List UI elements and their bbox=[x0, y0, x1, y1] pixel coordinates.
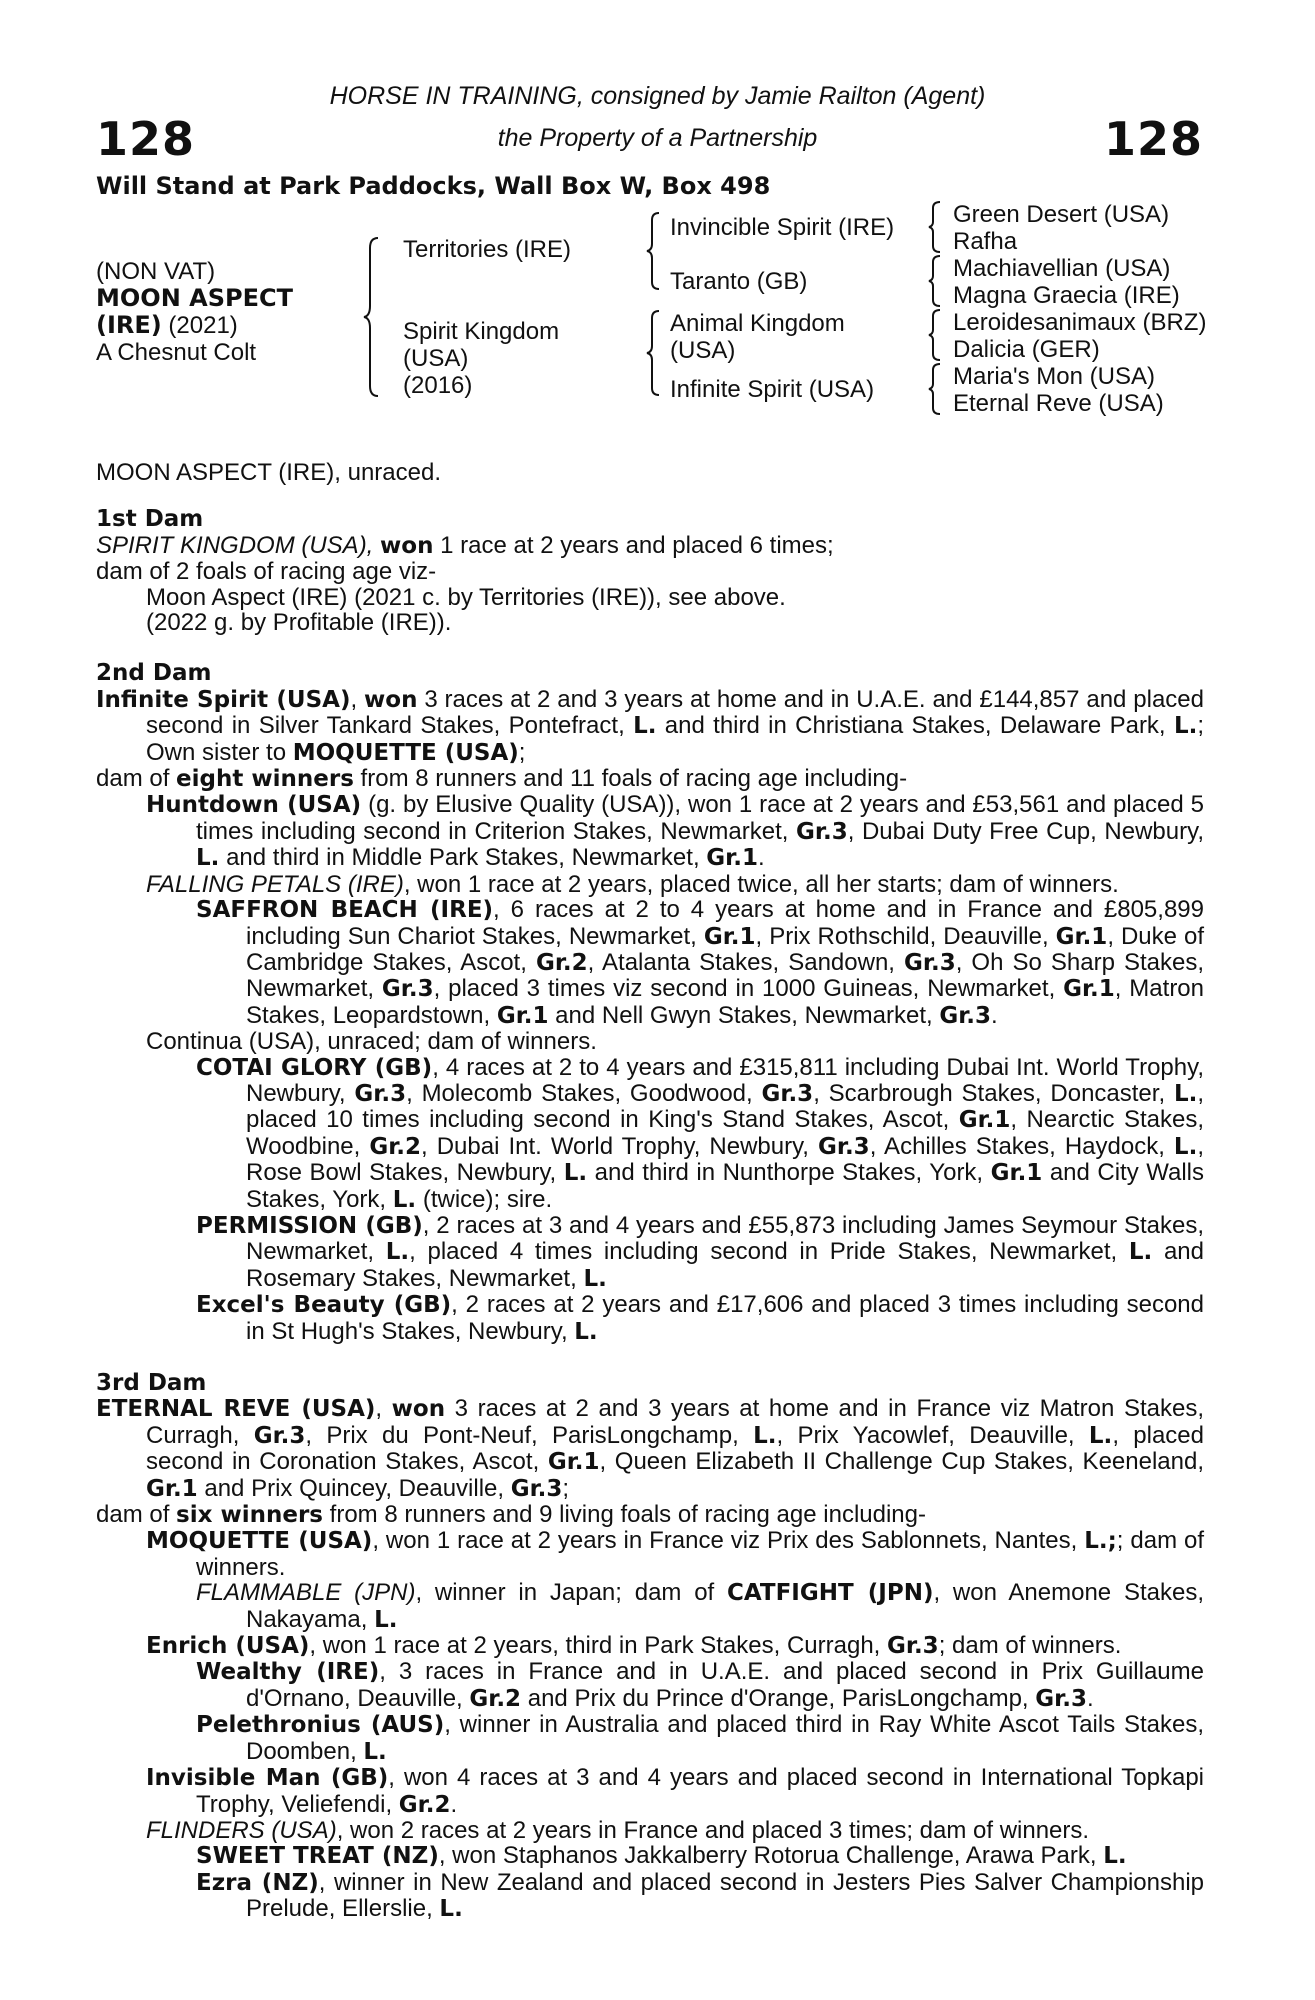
progeny-moquette: MOQUETTE (USA), won 1 race at 2 years in France viz Prix des Sablonnets, Nantes, L.;; dam of winners. bbox=[146, 1527, 1204, 1581]
brace-ss bbox=[927, 200, 943, 254]
ancestor-dsd: Dalicia (GER) bbox=[953, 336, 1100, 363]
progeny-cotai-glory: COTAI GLORY (GB), 4 races at 2 to 4 years and £315,811 including Dubai Int. World Trophy, Newbury, Gr.3, Molecomb Stakes, Goodwood, Gr.3, Scarbrough Stakes, Doncaster, L., placed 10 times including second in King's Stand Stakes, Ascot, Gr.1, Nearctic Stakes, Woodbine, Gr.2, Dubai Int. World Trophy, Newbury, Gr.3, Achilles Stakes, Haydock, L., Rose Bowl Stakes, Newbury, L. and third in Nunthorpe Stakes, York, Gr.1 and City Walls Stakes, York, L. (twice); sire. bbox=[196, 1053, 1205, 1213]
lot-number-right: 128 bbox=[1103, 112, 1203, 166]
first-dam-foals: dam of 2 foals of racing age viz- bbox=[96, 558, 437, 586]
progeny-sweet-treat: SWEET TREAT (NZ), won Staphanos Jakkalberry Rotorua Challenge, Arawa Park, L. bbox=[196, 1842, 1127, 1870]
dam-dam: Infinite Spirit (USA) bbox=[670, 376, 875, 403]
progeny-huntdown: Huntdown (USA) (g. by Elusive Quality (USA)), won 1 race at 2 years and £53,561 and placed 5 times including second in Criterion Stakes, Newmarket, Gr.3, Dubai Duty Free Cup, Newbury, L. and third in Middle Park Stakes, Newmarket, Gr.1. bbox=[146, 791, 1204, 872]
second-dam-heading: 2nd Dam bbox=[96, 660, 212, 687]
property-line: the Property of a Partnership bbox=[497, 124, 818, 152]
vat-status: (NON VAT) bbox=[96, 258, 216, 285]
sire-brace bbox=[645, 210, 663, 292]
third-dam-foals: dam of six winners from 8 runners and 9 living foals of racing age including- bbox=[96, 1501, 926, 1529]
catalogue-body bbox=[96, 460, 1204, 1923]
progeny-falling-petals: FALLING PETALS (IRE), won 1 race at 2 years, placed twice, all her starts; dam of winners. bbox=[146, 870, 1119, 898]
progeny-permission: PERMISSION (GB), 2 races at 3 and 4 years and £55,873 including James Seymour Stakes, Newmarket, L., placed 4 times including second in Pride Stakes, Newmarket, L. and Rosemary Stakes, Newmarket, L. bbox=[196, 1211, 1205, 1292]
progeny-continua: Continua (USA), unraced; dam of winners. bbox=[146, 1028, 597, 1056]
pedigree-brace bbox=[362, 234, 382, 400]
first-dam-record: SPIRIT KINGDOM (USA), won 1 race at 2 years and placed 6 times; bbox=[96, 531, 834, 559]
intro-line: MOON ASPECT (IRE), unraced. bbox=[96, 459, 441, 486]
dam-name: Spirit Kingdom (USA) (2016) bbox=[403, 318, 560, 399]
ancestor-sss: Green Desert (USA) bbox=[953, 201, 1170, 228]
progeny-wealthy: Wealthy (IRE), 3 races in France and in U.A.E. and placed second in Prix Guillaume d'Ornano, Deauville, Gr.2 and Prix du Prince d'Orange, ParisLongchamp, Gr.3. bbox=[196, 1658, 1204, 1712]
ancestor-sds: Machiavellian (USA) bbox=[953, 255, 1171, 282]
brace-sd bbox=[927, 254, 943, 308]
progeny-flammable: FLAMMABLE (JPN), winner in Japan; dam of CATFIGHT (JPN), won Anemone Stakes, Nakayama, L. bbox=[196, 1579, 1204, 1633]
third-dam-record: ETERNAL REVE (USA), won 3 races at 2 and 3 years at home and in France viz Matron Stakes, Curragh, Gr.3, Prix du Pont-Neuf, ParisLongchamp, L., Prix Yacowlef, Deauville, L., placed second in Coronation Stakes, Ascot, Gr.1, Queen Elizabeth II Challenge Cup Stakes, Keeneland, Gr.1 and Prix Quincey, Deauville, Gr.3; bbox=[96, 1395, 1205, 1502]
stand-location: Will Stand at Park Paddocks, Wall Box W, Box 498 bbox=[96, 172, 771, 200]
second-dam-record: Infinite Spirit (USA), won 3 races at 2 and 3 years at home and in U.A.E. and £144,857 and placed second in Silver Tankard Stakes, Pontefract, L. and third in Christiana Stakes, Delaware Park, L.; Own sister to MOQUETTE (USA); bbox=[96, 685, 1205, 766]
progeny-excels-beauty: Excel's Beauty (GB), 2 races at 2 years and £17,606 and placed 3 times including second in St Hugh's Stakes, Newbury, L. bbox=[196, 1291, 1205, 1345]
horse-name: MOON ASPECT bbox=[96, 284, 293, 312]
second-dam-foals: dam of eight winners from 8 runners and 11 foals of racing age including- bbox=[96, 765, 908, 793]
progeny-ezra: Ezra (NZ), winner in New Zealand and placed second in Jesters Pies Salver Championship Prelude, Ellerslie, L. bbox=[196, 1868, 1204, 1923]
progeny-pelethronius: Pelethronius (AUS), winner in Australia and placed third in Ray White Ascot Tails Stakes, Doomben, L. bbox=[196, 1711, 1205, 1765]
brace-dd bbox=[927, 362, 943, 416]
sire-dam: Taranto (GB) bbox=[670, 268, 808, 295]
ancestor-ssd: Rafha bbox=[953, 228, 1018, 255]
first-dam-heading: 1st Dam bbox=[96, 506, 204, 533]
first-dam-foal-2: (2022 g. by Profitable (IRE)). bbox=[146, 609, 452, 637]
progeny-enrich: Enrich (USA), won 1 race at 2 years, third in Park Stakes, Curragh, Gr.3; dam of winners. bbox=[146, 1632, 1122, 1660]
progeny-invisible-man: Invisible Man (GB), won 4 races at 3 and 4 years and placed second in International Topkapi Trophy, Veliefendi, Gr.2. bbox=[146, 1764, 1204, 1818]
ancestor-sdd: Magna Graecia (IRE) bbox=[953, 282, 1180, 309]
third-dam-heading: 3rd Dam bbox=[96, 1370, 207, 1396]
progeny-flinders: FLINDERS (USA), won 2 races at 2 years in France and placed 3 times; dam of winners. bbox=[146, 1816, 1090, 1844]
brace-ds bbox=[927, 308, 943, 362]
dam-sire: Animal Kingdom (USA) bbox=[670, 310, 845, 364]
dam-brace bbox=[645, 308, 663, 398]
horse-identity bbox=[96, 258, 293, 366]
sire-sire: Invincible Spirit (IRE) bbox=[670, 214, 895, 241]
ancestor-ddd: Eternal Reve (USA) bbox=[953, 390, 1164, 417]
lot-number-left: 128 bbox=[96, 112, 196, 166]
sire-name: Territories (IRE) bbox=[403, 236, 572, 263]
ancestor-dss: Leroidesanimaux (BRZ) bbox=[953, 309, 1207, 336]
horse-description: A Chesnut Colt bbox=[96, 339, 257, 366]
horse-origin-year: (IRE) (2021) bbox=[96, 311, 238, 339]
ancestor-dds: Maria's Mon (USA) bbox=[953, 363, 1155, 390]
consignor-line: HORSE IN TRAINING, consigned by Jamie Railton (Agent) bbox=[329, 82, 986, 110]
first-dam-foal-1: Moon Aspect (IRE) (2021 c. by Territories (IRE)), see above. bbox=[146, 583, 786, 611]
progeny-saffron-beach: SAFFRON BEACH (IRE), 6 races at 2 to 4 years at home and in France and £805,899 including Sun Chariot Stakes, Newmarket, Gr.1, Prix Rothschild, Deauville, Gr.1, Duke of Cambridge Stakes, Ascot, Gr.2, Atalanta Stakes, Sandown, Gr.3, Oh So Sharp Stakes, Newmarket, Gr.3, placed 3 times viz second in 1000 Guineas, Newmarket, Gr.1, Matron Stakes, Leopardstown, Gr.1 and Nell Gwyn Stakes, Newmarket, Gr.3. bbox=[196, 896, 1205, 1029]
